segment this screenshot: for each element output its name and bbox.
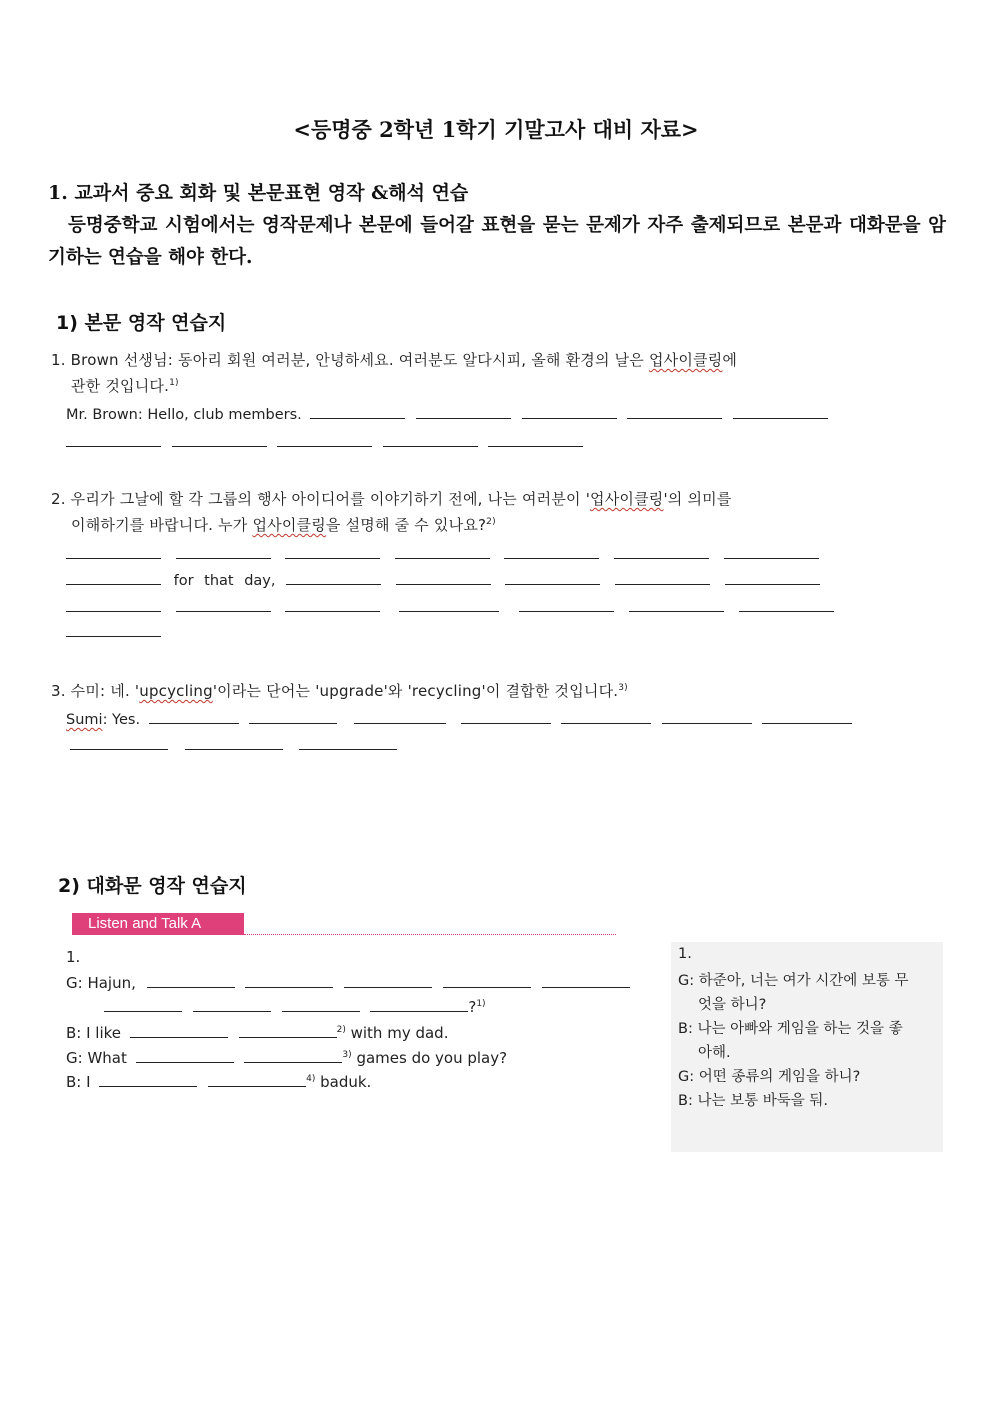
q2-answer-line2: for that day,: [66, 570, 820, 589]
q3-answer-line1: Sumi: Yes.: [66, 709, 852, 728]
q2-korean-line2: 이해하기를 바랍니다. 누가 업사이클링을 설명해 줄 수 있나요?$^{2)}$: [71, 516, 496, 534]
q1-korean-line2: 관한 것입니다.$^{1)}$: [71, 377, 179, 395]
korean-line-b1b: 아해.: [698, 1045, 731, 1061]
dialogue-line-1b: ?$^{1)}$: [104, 997, 486, 1016]
korean-number: 1.: [678, 946, 692, 962]
q1-answer-line1: Mr. Brown: Hello, club members.: [66, 404, 828, 423]
korean-line-b1a: B: 나는 아빠와 게임을 하는 것을 좋: [678, 1021, 903, 1037]
banner-divider: [244, 934, 616, 935]
dialogue-line-1: G: Hajun,: [66, 973, 630, 992]
dialogue-line-4: B: I $^{4)}$ baduk.: [66, 1073, 372, 1091]
dialogue-line-3: G: What $^{3)}$ games do you play?: [66, 1049, 508, 1067]
q2-answer-line1: [66, 544, 819, 563]
page-title: <등명중 2학년 1학기 기말고사 대비 자료>: [293, 117, 699, 142]
q1-korean-line1: 1. Brown 선생님: 동아리 회원 여러분, 안녕하세요. 여러분도 알다시피, 올해 환경의 날은 업사이클링에: [51, 351, 738, 369]
q3-answer-line2: [66, 735, 397, 754]
part2-heading: 2) 대화문 영작 연습지: [58, 875, 247, 897]
dialogue-number: 1.: [66, 948, 81, 966]
q2-answer-line4: [66, 622, 161, 641]
section1-heading: 1. 교과서 중요 회화 및 본문표현 영작 &해석 연습: [48, 182, 469, 204]
korean-line-g2: G: 어떤 종류의 게임을 하니?: [678, 1069, 861, 1085]
q2-answer-line3: [66, 597, 834, 616]
listen-and-talk-banner: Listen and Talk A: [72, 913, 244, 935]
korean-line-g1a: G: 하준아, 너는 여가 시간에 보통 무: [678, 973, 909, 989]
dialogue-line-2: B: I like $^{2)}$ with my dad.: [66, 1024, 449, 1042]
q3-korean-line: 3. 수미: 네. 'upcycling'이라는 단어는 'upgrade'와 'recycling'이 결합한 것입니다.$^{3)}$: [51, 682, 628, 700]
part1-heading: 1) 본문 영작 연습지: [56, 312, 227, 334]
q1-answer-line2: [66, 432, 583, 451]
korean-line-b2: B: 나는 보통 바둑을 둬.: [678, 1093, 828, 1109]
section1-intro: 등명중학교 시험에서는 영작문제나 본문에 들어갈 표현을 묻는 문제가 자주 출제되므로 본문과 대화문을 암기하는 연습을 해야 한다.: [48, 215, 946, 268]
korean-line-g1b: 엇을 하니?: [698, 997, 767, 1013]
q2-korean-line1: 2. 우리가 그날에 할 각 그룹의 행사 아이디어를 이야기하기 전에, 나는 여러분이 '업사이클링'의 의미를: [51, 490, 732, 508]
